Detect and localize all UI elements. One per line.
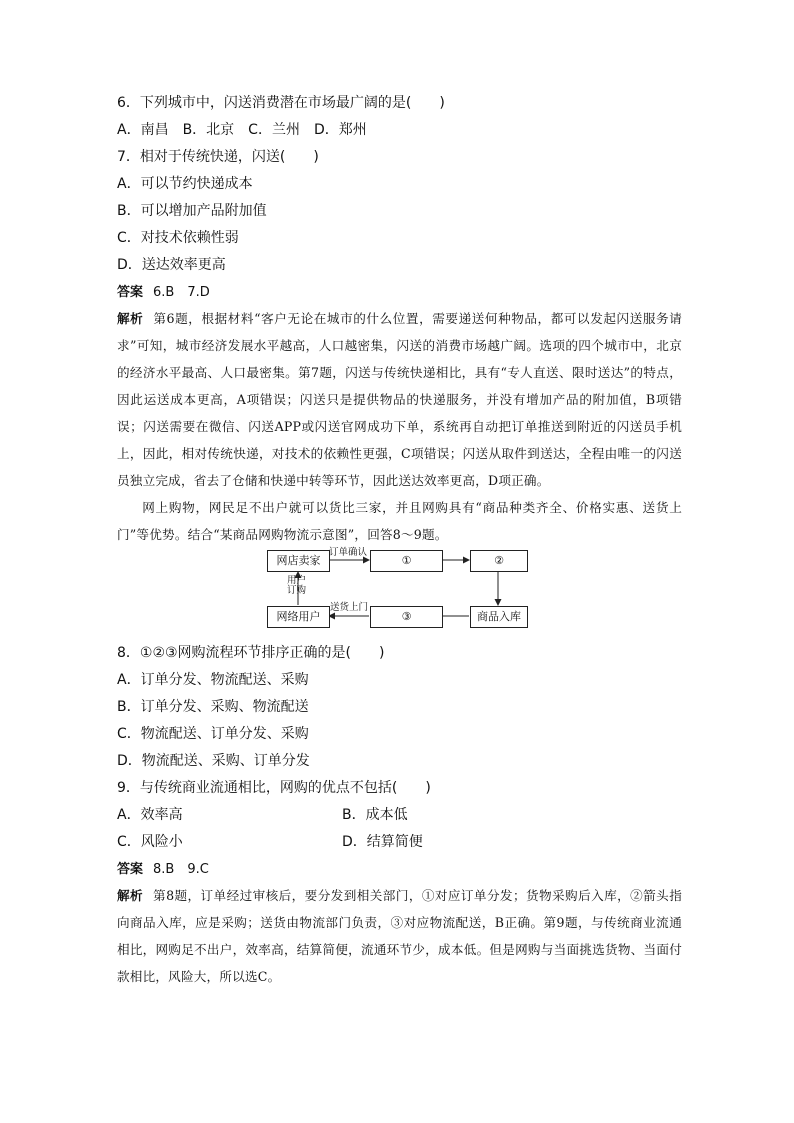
step3-box: ③ (370, 606, 443, 628)
explanation-text: 第8题，订单经过审核后，要分发到相关部门，①对应订单分发；货物采购后入库，②箭头指向商品入库，应是采购；送货由物流部门负责，③对应物流配送，B正确。第9题，与传统商业流通相比，网购足不出户，效率高，结算简便，流通环节少，成本低。但是网购与当面挑选货物、当面付款相比，风险大，所以选C。 (117, 888, 682, 984)
q8-option-b: B．订单分发、采购、物流配送 (117, 699, 309, 715)
q7-option-b: B．可以增加产品附加值 (117, 203, 267, 219)
answer-value: 8.B 9.C (153, 862, 209, 877)
order-confirm-label: 订单确认 (329, 547, 368, 558)
q7-option-d: D．送达效率更高 (117, 257, 226, 273)
q9-option-a: A．效率高 (117, 807, 183, 823)
answer-block-2 (117, 858, 682, 882)
warehouse-box: 商品入库 (470, 606, 528, 628)
q6-stem: 6．下列城市中，闪送消费潜在市场最广阔的是( ) (117, 95, 445, 111)
delivery-label: 送货上门 (330, 602, 369, 613)
explanation-label: 解析 (117, 888, 144, 903)
answer-block-1 (117, 281, 682, 305)
explanation-label: 解析 (117, 311, 144, 326)
q9-options-row-2 (117, 829, 682, 856)
q9-option-b: B．成本低 (342, 807, 408, 823)
step2-box: ② (470, 550, 528, 572)
q9-options-row-1 (117, 802, 682, 829)
q8-option-d: D．物流配送、采购、订单分发 (117, 753, 310, 769)
q7-option-a: A．可以节约快递成本 (117, 176, 253, 192)
online-shopping-flow-diagram (117, 547, 682, 636)
explanation-block-1 (117, 305, 682, 494)
q6-options: A．南昌 B．北京 C．兰州 D．郑州 (117, 122, 367, 138)
worksheet-page (117, 90, 682, 990)
q9-option-c: C．风险小 (117, 834, 183, 850)
step1-box: ① (370, 550, 443, 572)
q8-option-a: A．订单分发、物流配送、采购 (117, 672, 309, 688)
q8-stem: 8．①②③网购流程环节排序正确的是( ) (117, 645, 385, 661)
intro-paragraph: 网上购物，网民足不出户就可以货比三家，并且网购具有“商品种类齐全、价格实惠、送货上门”等优势。结合“某商品网购物流示意图”，回答8～9题。 (117, 500, 682, 542)
q7-stem: 7．相对于传统快递，闪送( ) (117, 149, 319, 165)
explanation-block-2 (117, 882, 682, 990)
q9-option-d: D．结算简便 (342, 834, 423, 850)
user-box: 网络用户 (267, 606, 330, 628)
q9-stem: 9．与传统商业流通相比，网购的优点不包括( ) (117, 780, 431, 796)
answer-value: 6.B 7.D (153, 285, 210, 300)
answer-label: 答案 (117, 285, 144, 300)
seller-box: 网店卖家 (267, 550, 330, 572)
q7-option-c: C．对技术依赖性弱 (117, 230, 239, 246)
explanation-text: 第6题，根据材料“客户无论在城市的什么位置，需要递送何种物品，都可以发起闪送服务请求”可知，城市经济发展水平越高，人口越密集，闪送的消费市场越广阔。选项的四个城市中，北京的经济水平最高、人口最密集。第7题，闪送与传统快递相比，具有“专人直送、限时送达”的特点，因此运送成本更高，A项错误；闪送只是提供物品的快递服务，并没有增加产品的附加值，B项错误；闪送需要在微信、闪送APP或闪送官网成功下单，系统再自动把订单推送到附近的闪送员手机上，因此，相对传统快递，对技术的依赖性更强，C项错误；闪送从取件到送达，全程由唯一的闪送员独立完成，省去了仓储和快递中转等环节，因此送达效率更高，D项正确。 (117, 311, 683, 488)
user-order-label: 用户订购 (287, 575, 307, 596)
q8-option-c: C．物流配送、订单分发、采购 (117, 726, 309, 742)
answer-label: 答案 (117, 862, 144, 877)
